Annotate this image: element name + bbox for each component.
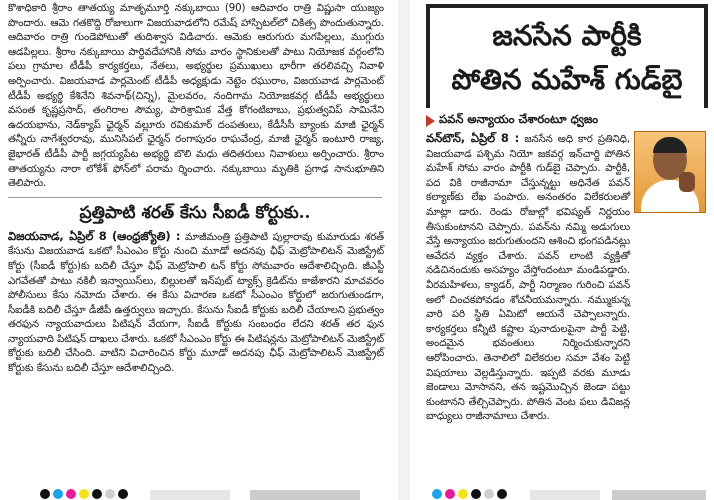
right-subhead: [426, 112, 706, 129]
right-headline-line1: జనసేన పార్టీకి: [492, 19, 642, 52]
print-grey-strip: [612, 490, 706, 500]
print-color-marks-left: [40, 488, 128, 500]
color-mark-dot: [40, 489, 50, 499]
color-mark-dot: [118, 489, 128, 499]
color-mark-dot: [92, 489, 102, 499]
left-paragraph-top: కొశాధికారి శ్రీరాం తాతయ్య మాతృమూర్తి నక్కుబాయి (90) ఆదివారం రాత్రి విష్ణుసా యుజ్యం పొందారు. ఆమె గతకొద్ది రోజులుగా విజయవాడలోని రమేష్ హాస్పిటల్‌లో చికిత్స పొందుతున్నారు. ఆదివారం రాత్రి గుండెపోటుతో తుదిశ్వాస విడిచారు. ఆమెకు ఆరుగురు మగపిల్లలు, ముగ్గురు ఆడపిల్లలు. శ్రీరాం నక్కుబాయి పార్ధివదేహానికి సోమ వారం స్థానికులతో పాటు నియోజక వర్గంలోని పలు గ్రామాల టీడీపీ కార్యకర్తలు, నేతలు, అభ్యర్థుల ప్రముఖులు భారీగా తరలివచ్చి నివాళి అర్పించారు. విజయవాడ పార్లమెంట్ టీడీపీ అధ్యక్షుడు నెట్టెం రఘురాం, విజయవాడ పార్లమెంట్ టీడీపీ అభ్యర్థి కేశినేని శివనాథ్(చిన్ని), మైలవరం, నందిగామ నియోజకవర్గ టీడీపీ అభ్యర్థులు వసంత కృష్ణప్రసాద్, తంగిరాల సౌమ్య, పారిశ్రామిక వేత్త కోగంటిబాబు, ప్రభుత్వవిప్ సామినేని ఉదయభాను, నెడ్‌క్యాప్ ఛైర్మన్ వల్లూరు రవికుమార్ దంపతులు, కేడీసీసీ బ్యాంకు మాజీ ఛైర్మన్ తన్నీరు నాగేశ్వరరావు, మునిసిపల్ ఛైర్మన్ రంగాపురం రాఘవేంద్ర, మాజీ ఛైర్మన్ ఇంటూరి రాజ్య, జైభారత్ టీడీపీ పార్టీ జగ్గయ్యపేట అభ్యర్థి బొలి మధు తదితరులు నివాళులు అర్పించారు. శ్రీరాం తాతయ్యను నారా లోకేశ్ ఫోన్‌లో పరామ ర్శించారు. నక్కుబాయి మృతికి ప్రగాఢ సానుభూతిని తెలిపారు.: [8, 3, 384, 190]
color-mark-dot: [458, 489, 468, 499]
print-grey-strip: [150, 490, 230, 500]
column-gutter: [398, 0, 410, 500]
left-article-column: [0, 0, 390, 377]
color-mark-dot: [497, 489, 507, 499]
left-article-headline: ప్రత్తిపాటి శరత్ కేసు సీఐడీ కోర్టుకు..: [8, 197, 382, 224]
right-paragraph-text: జనసేన అధి కార ప్రతినిధి, విజయవాడ పశ్చిమ నియో జకవర్గ ఇన్‌చార్జి పోతిన మహేశ్ సోమ వారం పార్టీకి గుడ్‌బై చెప్పారు. పార్టీకి, పద వికి రాజీనామా చేస్తున్నట్టు అధినేత పవన్ కల్యాణ్‌కు లేఖ పంపారు. అనంతరం విలేకరులతో మాట్లా డారు. రెండు రోజుల్లో భవిష్యత్ నిర్ణయం తీసుకుంటానని చెప్పారు. పవన్‌ను నమ్మి అడుగులు వేస్తే అన్యాయం జరుగుతుందని ఆశించి భంగపడినట్లు ఆవేదన వ్యక్తం చేశారు. పవన్ లాంటి వ్యక్తితో నడిచినందుకు అసహ్యం వేస్తోందంటూ మండిపడ్డారు. వీరమహిళలు, క్యాడర్, పార్టీ నిర్మాణం గురించి పవన్ అలో చించకపోవడం శోచనీయమన్నారు. నమ్ముకున్న వారి పరి స్థితి ఏమిటో ఆయనే చెప్పాలన్నారు. కార్యకర్తలు కన్నీటి కష్టాల పునాదులపైనా పార్టీ పెట్టి, అందమైన భవంతులు నిర్మించుకున్నారని ఆరోపించారు. తెనాలిలో విలేకరుల సమా వేశం పెట్టి విషయాలు వెల్లడిస్తున్నారు. ఇప్పటి వరకు మూడు జెండాలు మోసానని, తన ఇష్టమొచ్చిన జెండా పట్టు కుంటానని తేల్చిచెప్పారు. పోతిన వెంట పలు డివిజన్ల బాధ్యులు రాజీనామాలు చేశారు.: [426, 134, 630, 423]
color-mark-dot: [79, 489, 89, 499]
right-headline-box: [426, 4, 708, 108]
left-dateline: విజయవాడ, ఏప్రిల్ 8 (ఆంధ్రజ్యోతి) :: [8, 228, 181, 243]
color-mark-dot: [484, 489, 494, 499]
right-body: [418, 131, 714, 425]
color-mark-dot: [105, 489, 115, 499]
color-mark-dot: [471, 489, 481, 499]
color-mark-dot: [432, 489, 442, 499]
person-photo: [634, 131, 706, 213]
right-subhead-text: పవన్ అన్యాయం చేశారంటూ ధ్వజం: [439, 112, 599, 126]
left-paragraph-bottom-text: మాజీమంత్రి ప్రత్తిపాటి పుల్లారావు కుమారుడు శరత్ కేసును విజయవాడ ఒకటో సీఎంఎం కోర్టు నుంచి మూడో అదనపు ఛీఫ్ మెట్రోపాలిటన్ మెజిస్ట్రేట్ కోర్టు (సీఐడీ కోర్టు)కు బదిలీ చేస్తూ ఛీఫ్ మెట్రోపాలి టన్ కోర్టు సోమవారం ఆదేశాలిచ్చింది. జీఎస్టీ ఎగవేతతో పాటు నకిలీ ఇన్వాయిస్‌లు, బిల్లులతో ఇన్‌పుట్ ట్యాక్స్ క్రెడిట్‌ను కాజేశారని మాచవరం పోలీసులు కేసు నమోదు చేశారు. ఈ కేసు విచారణ ఒకటో సీఎంఎం కోర్టులో జరుగుతుండగా, సీఐడీకి బదిలీ చేస్తూ డీజీపీ ఉత్తర్వులు ఇచ్చారు. కేసును సీఐడీ కోర్టుకు బదిలీ చేయాలని ప్రభుత్వం తరఫున న్యాయవాదులు పిటిషన్ వేయగా, సీఐడీ కోర్టుకు సంబంధం లేదని శరత్ తర ఫున న్యాయవాది పిటిషన్ దాఖలు చేశారు. ఒకటో సీఎంఎం కోర్టు ఈ పిటిషన్లను మెట్రోపాలిటన్ మెజిస్ట్రేట్ కోర్టుకు బదిలీ చేసింది. వాటిని విచారించిన కోర్టు మూడో అదనపు ఛీఫ్ మెట్రోపాలిటన్ మెజిస్ట్రేట్ కోర్టుకు కేసును బదిలీ చేస్తూ ఆదేశాలిచ్చింది.: [8, 231, 384, 375]
print-grey-strip: [250, 490, 360, 500]
right-article-column: [418, 0, 714, 425]
right-headline-line2: పోతిన మహేశ్ గుడ్‌బై: [451, 63, 683, 96]
right-dateline: వన్‌టౌన్, ఏప్రిల్ 8 :: [426, 131, 520, 145]
color-mark-dot: [53, 489, 63, 499]
print-grey-strip: [530, 490, 600, 500]
color-mark-dot: [445, 489, 455, 499]
left-paragraph-bottom: [0, 227, 390, 377]
print-color-marks-right: [432, 488, 507, 500]
triangle-bullet-icon: [426, 115, 435, 127]
color-mark-dot: [66, 489, 76, 499]
